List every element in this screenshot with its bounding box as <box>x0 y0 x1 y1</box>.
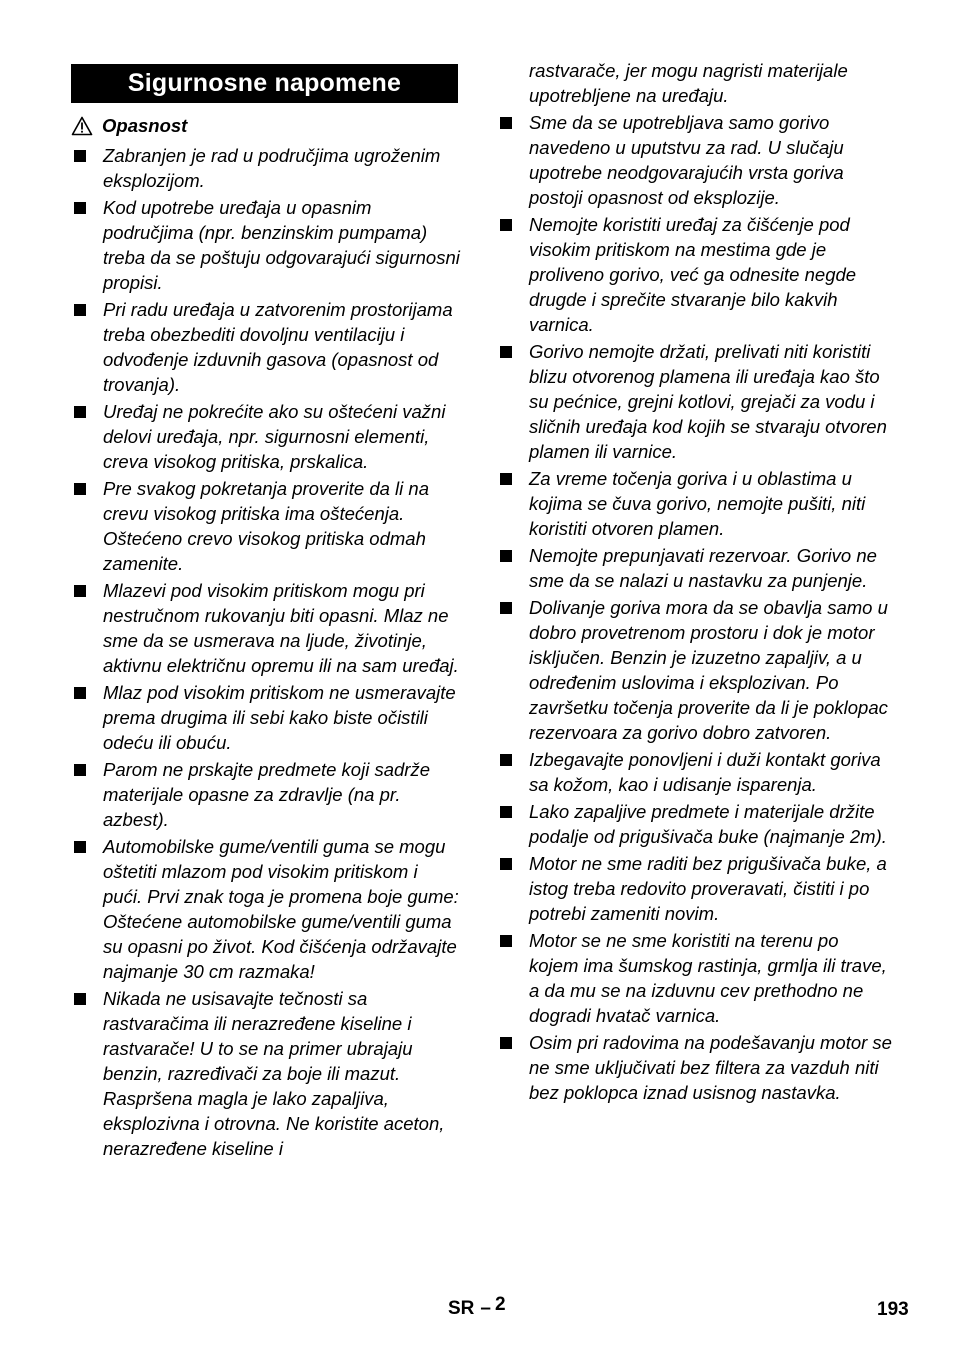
list-item: Motor se ne sme koristiti na terenu po kojem ima šumskog rastinja, grmlja ili trave, a da mu se na izduvnu cev prethodno ne dogradi hvatač varnica. <box>497 928 892 1028</box>
bullet-square-icon <box>500 754 512 766</box>
footer-lang: SR <box>448 1298 475 1319</box>
bullet-square-icon <box>500 346 512 358</box>
list-item: Osim pri radovima na podešavanju motor se ne sme uključivati bez filtera za vazduh niti bez poklopca iznad usisnog nastavka. <box>497 1030 892 1105</box>
list-item: Pre svakog pokretanja proverite da li na crevu visokog pritiska ima oštećenja. Oštećeno crevo visokog pritiska odmah zamenite. <box>71 476 461 576</box>
list-item: Motor ne sme raditi bez prigušivača buke, a istog treba redovito proveravati, čistiti i po potrebi zameniti novim. <box>497 851 892 926</box>
bullet-square-icon <box>74 150 86 162</box>
footer-section-page: 2 <box>494 1294 506 1315</box>
list-item: Lako zapaljive predmete i materijale držite podalje od prigušivača buke (najmanje 2m). <box>497 799 892 849</box>
safety-list-left <box>71 143 461 1163</box>
list-item: Mlaz pod visokim pritiskom ne usmeravajte prema drugima ili sebi kako biste očistili odeću ili obuću. <box>71 680 461 755</box>
warning-label: Opasnost <box>102 115 188 136</box>
section-title: Sigurnosne napomene <box>71 64 458 103</box>
bullet-square-icon <box>500 117 512 129</box>
footer-section-marker <box>448 1294 506 1321</box>
bullet-square-icon <box>500 550 512 562</box>
bullet-square-icon <box>500 858 512 870</box>
warning-triangle-icon <box>71 116 93 136</box>
bullet-square-icon <box>500 219 512 231</box>
bullet-square-icon <box>74 406 86 418</box>
list-item: Uređaj ne pokrećite ako su oštećeni važni delovi uređaja, npr. sigurnosni elementi, creva visokog pritiska, prskalica. <box>71 399 461 474</box>
page-number: 193 <box>877 1299 909 1320</box>
list-item: Nikada ne usisavajte tečnosti sa rastvaračima ili nerazređene kiseline i rastvarače! U to se na primer ubrajaju benzin, razređivači za boje ili mazut. Raspršena magla je lako zapaljiva, eksplozivna i otrovna. Ne koristite aceton, nerazređene kiseline i <box>71 986 461 1161</box>
bullet-square-icon <box>500 935 512 947</box>
bullet-square-icon <box>500 806 512 818</box>
list-item: Zabranjen je rad u područjima ugroženim eksplozijom. <box>71 143 461 193</box>
list-item: Parom ne prskajte predmete koji sadrže materijale opasne za zdravlje (na pr. azbest). <box>71 757 461 832</box>
list-item: Mlazevi pod visokim pritiskom mogu pri nestručnom rukovanju biti opasni. Mlaz ne sme da se usmerava na ljude, životinje, aktivnu električnu opremu ili na sam uređaj. <box>71 578 461 678</box>
bullet-square-icon <box>74 687 86 699</box>
list-item: Nemojte koristiti uređaj za čišćenje pod visokim pritiskom na mestima gde je proliveno gorivo, već ga odnesite negde drugde i sprečite stvaranje bilo kakvih varnica. <box>497 212 892 337</box>
bullet-square-icon <box>500 602 512 614</box>
bullet-square-icon <box>74 585 86 597</box>
footer-dash: – <box>480 1298 491 1319</box>
bullet-square-icon <box>74 202 86 214</box>
list-item: Nemojte prepunjavati rezervoar. Gorivo ne sme da se nalazi u nastavku za punjenje. <box>497 543 892 593</box>
bullet-square-icon <box>74 993 86 1005</box>
bullet-square-icon <box>74 841 86 853</box>
list-item: Dolivanje goriva mora da se obavlja samo u dobro provetrenom prostoru i dok je motor isključen. Benzin je izuzetno zapaljiv, a u određenim uslovima i eksplozivan. Po završetku točenja proverite da li je poklopac rezervoara za gorivo dobro zatvoren. <box>497 595 892 745</box>
warning-heading <box>71 114 187 138</box>
bullet-square-icon <box>500 1037 512 1049</box>
list-item: Gorivo nemojte držati, prelivati niti koristiti blizu otvorenog plamena ili uređaja kao što su pećnice, grejni kotlovi, grejači za vodu i sličnih uređaja kod kojih se stvaraju otvoren plamen ili varnice. <box>497 339 892 464</box>
list-item: Kod upotrebe uređaja u opasnim područjima (npr. benzinskim pumpama) treba da se poštuju odgovarajući sigurnosni propisi. <box>71 195 461 295</box>
list-item: Za vreme točenja goriva i u oblastima u kojima se čuva gorivo, nemojte pušiti, niti koristiti otvoren plamen. <box>497 466 892 541</box>
continuation-text: rastvarače, jer mogu nagristi materijale upotrebljene na uređaju. <box>529 60 848 106</box>
list-item: Sme da se upotrebljava samo gorivo navedeno u uputstvu za rad. U slučaju upotrebe neodgovarajućih vrsta goriva postoji opasnost od eksplozije. <box>497 110 892 210</box>
bullet-square-icon <box>74 764 86 776</box>
safety-list-right <box>497 110 892 1107</box>
list-item: Automobilske gume/ventili guma se mogu oštetiti mlazom pod visokim pritiskom i pući. Prvi znak toga je promena boje gume: Oštećene automobilske gume/ventili guma su opasni po život. Kod čišćenja održavajte najmanje 30 cm razmaka! <box>71 834 461 984</box>
bullet-square-icon <box>74 483 86 495</box>
bullet-square-icon <box>500 473 512 485</box>
list-item: Pri radu uređaja u zatvorenim prostorijama treba obezbediti dovoljnu ventilaciju i odvođenje izduvnih gasova (opasnost od trovanja). <box>71 297 461 397</box>
list-item: Izbegavajte ponovljeni i duži kontakt goriva sa kožom, kao i udisanje isparenja. <box>497 747 892 797</box>
bullet-square-icon <box>74 304 86 316</box>
